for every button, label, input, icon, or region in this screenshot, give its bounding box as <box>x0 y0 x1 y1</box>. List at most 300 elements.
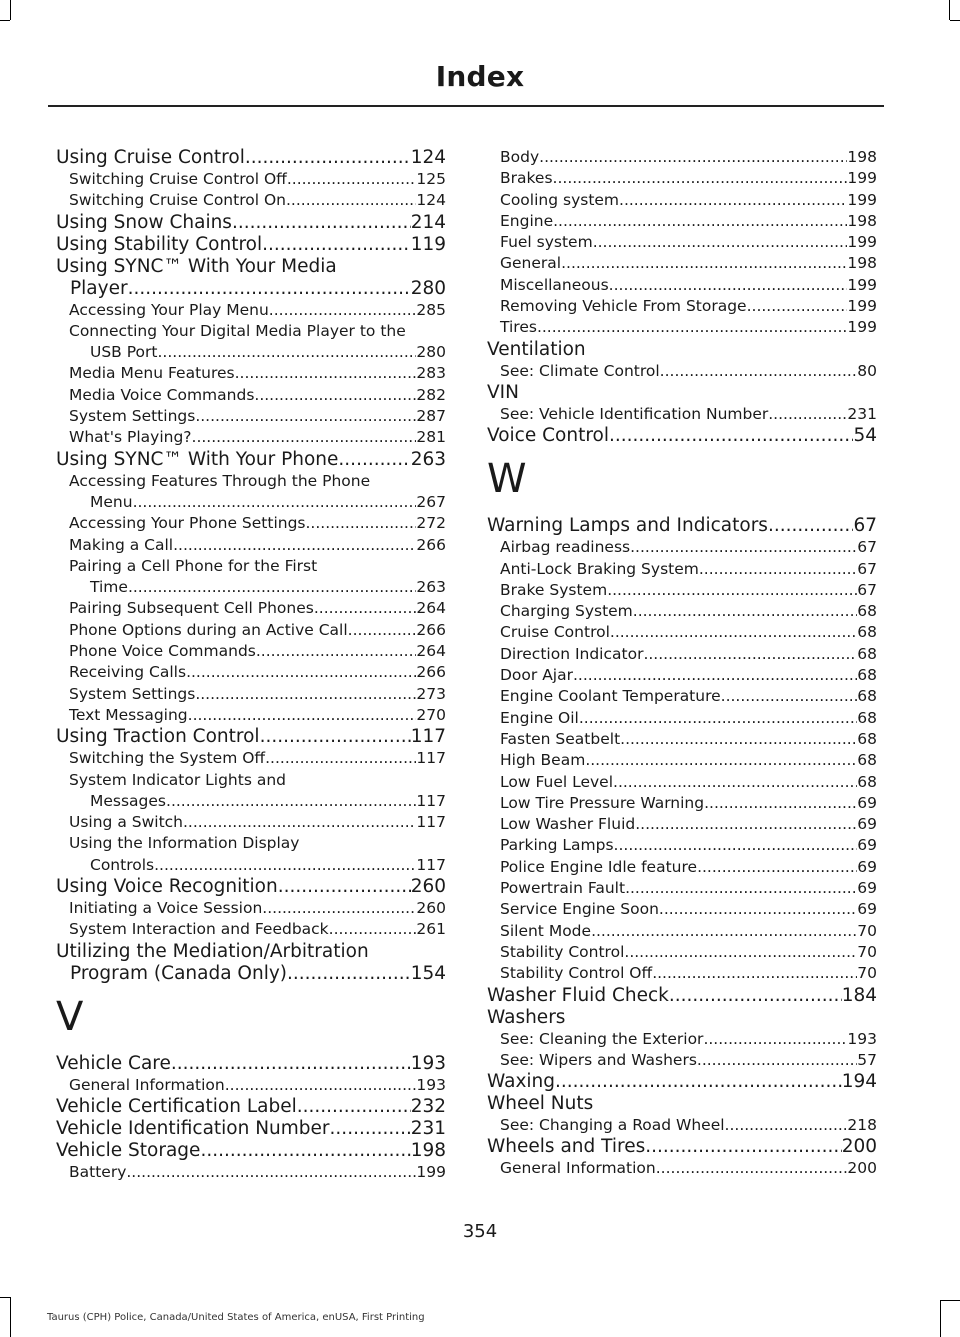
entry-label: Waxing <box>487 1071 556 1093</box>
entry-page-number: 280 <box>410 277 446 299</box>
entry-label: Phone Options during an Active Call <box>69 620 348 639</box>
entry-page-number: 68 <box>857 729 877 748</box>
entry-label: Door Ajar <box>500 666 573 685</box>
entry-label: System Interaction and Feedback <box>69 920 329 939</box>
entry-label: Menu <box>90 492 133 511</box>
entry-page-number: 68 <box>857 708 877 727</box>
dot-leader <box>768 404 847 425</box>
index-entry <box>56 876 446 898</box>
entry-label: Switching the System Off <box>69 749 266 768</box>
dot-leader <box>585 750 857 771</box>
index-subentry <box>56 577 446 598</box>
entry-page-number: 272 <box>416 514 446 533</box>
entry-label: Engine Coolant Temperature <box>500 687 721 706</box>
entry-page-number: 283 <box>416 364 446 383</box>
entry-page-number: 260 <box>410 876 446 898</box>
index-subentry <box>487 361 877 382</box>
dot-leader <box>286 190 416 211</box>
entry-page-number: 266 <box>416 620 446 639</box>
entry-label: Police Engine Idle feature <box>500 857 698 876</box>
entry-label: Fuel system <box>500 233 593 252</box>
dot-leader <box>128 577 416 598</box>
entry-label: Fasten Seatbelt <box>500 729 621 748</box>
dot-leader <box>128 278 411 300</box>
entry-label: Program (Canada Only) <box>70 962 288 984</box>
entry-label: Media Voice Commands <box>69 385 255 404</box>
index-subentry <box>487 750 877 771</box>
entry-label: See: Climate Control <box>500 361 660 380</box>
entry-page-number: 199 <box>847 318 877 337</box>
entry-page-number: 264 <box>416 642 446 661</box>
dot-leader <box>553 211 847 232</box>
entry-label: Using SYNC™ With Your Phone <box>56 448 339 470</box>
dot-leader <box>703 1029 847 1050</box>
dot-leader <box>613 772 857 793</box>
dot-leader <box>154 855 416 876</box>
entry-label: Pairing Subsequent Cell Phones <box>69 599 314 618</box>
index-subentry <box>56 812 446 833</box>
entry-label: Powertrain Fault <box>500 879 626 898</box>
index-heading: Washers <box>487 1006 566 1028</box>
entry-page-number: 200 <box>847 1159 877 1178</box>
dot-leader <box>704 793 857 814</box>
dot-leader <box>195 406 416 427</box>
index-subentry <box>56 748 446 769</box>
dot-leader <box>297 1096 411 1118</box>
index-subentry <box>56 598 446 619</box>
section-letter: V <box>56 993 84 1040</box>
dot-leader <box>699 559 857 580</box>
index-subentry <box>487 168 877 189</box>
entry-label: Engine Oil <box>500 708 579 727</box>
dot-leader <box>173 535 416 556</box>
entry-label: Silent Mode <box>500 921 592 940</box>
dot-leader <box>262 234 411 256</box>
index-subentry <box>56 662 446 683</box>
dot-leader <box>537 317 847 338</box>
entry-label: Stability Control Off <box>500 964 653 983</box>
dot-leader <box>262 898 416 919</box>
index-heading: VIN <box>487 381 519 403</box>
dot-leader <box>245 147 411 169</box>
index-subentry <box>56 427 446 448</box>
entry-label: Removing Vehicle From Storage <box>500 297 747 316</box>
dot-leader <box>697 857 857 878</box>
dot-leader <box>225 1075 417 1096</box>
index-heading: Using SYNC™ With Your Media <box>56 255 337 277</box>
index-subentry-text: Using the Information Display <box>69 834 300 853</box>
crop-mark <box>0 20 10 21</box>
entry-page-number: 266 <box>416 663 446 682</box>
index-subentry <box>487 665 877 686</box>
entry-page-number: 117 <box>416 855 446 874</box>
entry-page-number: 67 <box>857 559 877 578</box>
entry-label: Using a Switch <box>69 813 183 832</box>
entry-page-number: 214 <box>410 211 446 233</box>
entry-label: Brake System <box>500 580 608 599</box>
entry-label: Using Traction Control <box>56 726 260 748</box>
index-subentry <box>487 147 877 168</box>
entry-label: General Information <box>69 1075 225 1094</box>
entry-label: Media Menu Features <box>69 364 235 383</box>
dot-leader <box>171 1053 411 1075</box>
dot-leader <box>652 963 857 984</box>
index-entry <box>56 1140 446 1162</box>
crop-mark <box>940 1300 941 1337</box>
entry-page-number: 232 <box>410 1095 446 1117</box>
crop-mark <box>0 1297 10 1298</box>
index-subentry-text: Accessing Features Through the Phone <box>69 471 371 490</box>
entry-page-number: 124 <box>410 147 446 168</box>
entry-page-number: 68 <box>857 666 877 685</box>
index-entry <box>487 515 877 537</box>
entry-label: What's Playing? <box>69 428 192 447</box>
entry-label: See: Vehicle Identification Number <box>500 404 769 423</box>
entry-label: Controls <box>90 855 155 874</box>
dot-leader <box>553 168 848 189</box>
entry-page-number: 260 <box>416 899 446 918</box>
dot-leader <box>609 275 848 296</box>
dot-leader <box>126 1162 416 1183</box>
entry-page-number: 70 <box>857 921 877 940</box>
entry-page-number: 273 <box>416 684 446 703</box>
dot-leader <box>630 537 857 558</box>
entry-page-number: 263 <box>416 578 446 597</box>
entry-page-number: 124 <box>416 191 446 210</box>
crop-mark <box>10 0 11 20</box>
index-subentry <box>487 942 877 963</box>
entry-page-number: 69 <box>857 879 877 898</box>
entry-page-number: 54 <box>853 425 877 447</box>
index-subentry <box>56 641 446 662</box>
index-heading: Wheel Nuts <box>487 1093 594 1115</box>
dot-leader <box>183 812 416 833</box>
dot-leader <box>633 601 857 622</box>
dot-leader <box>609 425 853 447</box>
index-subentry <box>56 342 446 363</box>
entry-label: Engine <box>500 211 554 230</box>
dot-leader <box>659 899 857 920</box>
entry-page-number: 266 <box>416 535 446 554</box>
entry-label: Vehicle Certification Label <box>56 1095 297 1117</box>
index-entry <box>487 1071 877 1093</box>
index-entry <box>56 726 446 748</box>
entry-label: System Settings <box>69 407 196 426</box>
dot-leader <box>697 1050 857 1071</box>
entry-label: Using Voice Recognition <box>56 876 278 898</box>
entry-page-number: 119 <box>410 233 446 255</box>
entry-page-number: 198 <box>847 211 877 230</box>
section-letter: W <box>487 456 527 503</box>
dot-leader <box>645 1136 841 1158</box>
dot-leader <box>591 921 857 942</box>
index-subentry <box>56 1162 446 1183</box>
entry-page-number: 218 <box>847 1116 877 1135</box>
entry-label: Vehicle Care <box>56 1052 171 1074</box>
entry-page-number: 68 <box>857 772 877 791</box>
entry-label: Washer Fluid Check <box>487 984 669 1006</box>
index-subentry <box>56 535 446 556</box>
crop-mark <box>10 1297 11 1337</box>
entry-label: Stability Control <box>500 942 625 961</box>
index-subentry <box>487 317 877 338</box>
index-subentry <box>487 708 877 729</box>
entry-page-number: 285 <box>416 300 446 319</box>
entry-label: Direction Indicator <box>500 644 644 663</box>
entry-label: Warning Lamps and Indicators <box>487 515 768 537</box>
dot-leader <box>306 513 417 534</box>
index-entry <box>487 1136 877 1158</box>
entry-label: Making a Call <box>69 535 174 554</box>
index-entry <box>56 1053 446 1075</box>
entry-label: Vehicle Storage <box>56 1139 201 1161</box>
dot-leader <box>768 515 854 537</box>
dot-leader <box>610 622 857 643</box>
index-subentry <box>487 963 877 984</box>
dot-leader <box>643 644 857 665</box>
dot-leader <box>265 748 416 769</box>
entry-label: Battery <box>69 1162 127 1181</box>
entry-page-number: 199 <box>416 1162 446 1181</box>
index-subentry <box>487 793 877 814</box>
entry-label: See: Changing a Road Wheel <box>500 1116 725 1135</box>
entry-page-number: 117 <box>416 749 446 768</box>
index-entry <box>56 1096 446 1118</box>
dot-leader <box>539 147 847 168</box>
index-column-left <box>56 147 446 1183</box>
entry-label: Brakes <box>500 169 553 188</box>
entry-label: Service Engine Soon <box>500 900 659 919</box>
entry-label: Text Messaging <box>69 705 188 724</box>
entry-page-number: 193 <box>847 1029 877 1048</box>
dot-leader <box>256 641 417 662</box>
entry-page-number: 287 <box>416 407 446 426</box>
dot-leader <box>235 363 417 384</box>
index-subentry <box>56 705 446 726</box>
index-subentry <box>487 253 877 274</box>
entry-label: Cooling system <box>500 190 620 209</box>
entry-page-number: 117 <box>416 791 446 810</box>
index-subentry-text: Connecting Your Digital Media Player to the <box>69 321 406 340</box>
index-subentry <box>56 898 446 919</box>
dot-leader <box>624 942 857 963</box>
entry-label: System Settings <box>69 684 196 703</box>
dot-leader <box>269 300 417 321</box>
dot-leader <box>607 580 857 601</box>
dot-leader <box>260 726 411 748</box>
dot-leader <box>747 296 848 317</box>
dot-leader <box>656 1158 848 1179</box>
index-subentry <box>487 580 877 601</box>
entry-label: See: Cleaning the Exterior <box>500 1029 704 1048</box>
entry-page-number: 68 <box>857 687 877 706</box>
entry-page-number: 198 <box>847 254 877 273</box>
dot-leader <box>287 169 417 190</box>
entry-page-number: 57 <box>857 1050 877 1069</box>
dot-leader <box>278 876 411 898</box>
index-subentry <box>487 644 877 665</box>
entry-page-number: 69 <box>857 857 877 876</box>
index-subentry <box>487 729 877 750</box>
dot-leader <box>329 919 417 940</box>
header-divider <box>48 105 884 107</box>
index-subentry <box>56 791 446 812</box>
entry-page-number: 193 <box>410 1052 446 1074</box>
entry-page-number: 67 <box>853 515 877 537</box>
entry-page-number: 270 <box>416 705 446 724</box>
index-subentry <box>487 1029 877 1050</box>
entry-page-number: 69 <box>857 900 877 919</box>
entry-page-number: 69 <box>857 836 877 855</box>
index-subentry <box>56 684 446 705</box>
dot-leader <box>625 878 857 899</box>
index-subentry <box>487 232 877 253</box>
index-subentry <box>487 899 877 920</box>
entry-label: Parking Lamps <box>500 836 614 855</box>
index-subentry <box>56 190 446 211</box>
footer-text: Taurus (CPH) Police, Canada/United States of America, enUSA, First Printing <box>47 1312 425 1323</box>
crop-mark <box>950 20 960 21</box>
entry-label: USB Port <box>90 343 158 362</box>
entry-page-number: 264 <box>416 599 446 618</box>
entry-page-number: 194 <box>841 1071 877 1093</box>
index-heading: Utilizing the Mediation/Arbitration <box>56 940 369 962</box>
entry-page-number: 68 <box>857 623 877 642</box>
entry-page-number: 200 <box>841 1136 877 1158</box>
dot-leader <box>660 361 858 382</box>
entry-label: Vehicle Identification Number <box>56 1117 330 1139</box>
index-subentry <box>487 601 877 622</box>
dot-leader <box>186 662 416 683</box>
entry-page-number: 199 <box>847 169 877 188</box>
entry-page-number: 69 <box>857 815 877 834</box>
index-subentry <box>487 921 877 942</box>
entry-page-number: 193 <box>416 1075 446 1094</box>
index-column-right <box>487 147 877 1180</box>
index-entry <box>56 1118 446 1140</box>
entry-page-number: 69 <box>857 793 877 812</box>
entry-label: General <box>500 254 562 273</box>
entry-page-number: 267 <box>416 492 446 511</box>
entry-label: Voice Control <box>487 425 609 447</box>
entry-page-number: 70 <box>857 942 877 961</box>
entry-label: Messages <box>90 791 167 810</box>
entry-label: Tires <box>500 318 537 337</box>
entry-label: See: Wipers and Washers <box>500 1050 697 1069</box>
dot-leader <box>200 1140 410 1162</box>
dot-leader <box>619 190 847 211</box>
entry-label: Switching Cruise Control On <box>69 191 286 210</box>
index-subentry <box>487 835 877 856</box>
entry-label: Accessing Your Play Menu <box>69 300 269 319</box>
dot-leader <box>348 620 417 641</box>
index-subentry <box>487 275 877 296</box>
dot-leader <box>614 835 858 856</box>
index-heading: Ventilation <box>487 338 586 360</box>
page-number: 354 <box>462 1221 498 1242</box>
index-subentry <box>487 559 877 580</box>
entry-page-number: 117 <box>416 813 446 832</box>
entry-label: Phone Voice Commands <box>69 642 256 661</box>
entry-page-number: 282 <box>416 385 446 404</box>
entry-page-number: 68 <box>857 751 877 770</box>
entry-page-number: 80 <box>857 361 877 380</box>
entry-label: Switching Cruise Control Off <box>69 170 287 188</box>
entry-page-number: 117 <box>410 726 446 748</box>
entry-page-number: 281 <box>416 428 446 447</box>
entry-label: Time <box>90 578 128 597</box>
index-subentry-text: Pairing a Cell Phone for the First <box>69 556 318 575</box>
entry-label: Low Washer Fluid <box>500 815 636 834</box>
entry-page-number: 199 <box>847 233 877 252</box>
index-subentry <box>487 686 877 707</box>
index-subentry <box>487 537 877 558</box>
dot-leader <box>133 492 417 513</box>
entry-label: Body <box>500 148 540 166</box>
index-subentry <box>487 190 877 211</box>
index-subentry <box>487 878 877 899</box>
entry-label: Anti-Lock Braking System <box>500 559 699 578</box>
index-subentry <box>56 406 446 427</box>
entry-label: Using Cruise Control <box>56 147 245 168</box>
index-entry <box>56 449 446 471</box>
entry-label: Wheels and Tires <box>487 1136 646 1158</box>
crop-mark <box>941 1300 960 1301</box>
dot-leader <box>192 427 417 448</box>
entry-page-number: 68 <box>857 602 877 621</box>
index-subentry <box>56 513 446 534</box>
index-entry <box>56 234 446 256</box>
dot-leader <box>330 1118 411 1140</box>
dot-leader <box>635 814 857 835</box>
dot-leader <box>721 686 858 707</box>
entry-page-number: 198 <box>410 1139 446 1161</box>
dot-leader <box>195 684 416 705</box>
entry-page-number: 199 <box>847 190 877 209</box>
dot-leader <box>314 598 417 619</box>
entry-page-number: 125 <box>416 170 446 188</box>
dot-leader <box>287 963 411 985</box>
dot-leader <box>166 791 416 812</box>
index-subentry <box>56 385 446 406</box>
index-subentry <box>487 1115 877 1136</box>
index-subentry <box>487 1050 877 1071</box>
index-subentry <box>487 211 877 232</box>
index-entry <box>56 212 446 234</box>
index-subentry-text: System Indicator Lights and <box>69 770 286 789</box>
entry-label: Receiving Calls <box>69 663 187 682</box>
entry-page-number: 184 <box>841 984 877 1006</box>
dot-leader <box>157 342 416 363</box>
entry-page-number: 280 <box>416 343 446 362</box>
entry-label: General Information <box>500 1159 656 1178</box>
entry-page-number: 261 <box>416 920 446 939</box>
dot-leader <box>188 705 417 726</box>
index-subentry <box>487 622 877 643</box>
index-subentry <box>56 919 446 940</box>
dot-leader <box>555 1071 842 1093</box>
entry-label: High Beam <box>500 751 586 770</box>
entry-label: Airbag readiness <box>500 538 631 557</box>
page-title: Index <box>435 60 525 93</box>
index-subentry <box>56 1075 446 1096</box>
index-subentry <box>487 296 877 317</box>
entry-label: Using Snow Chains <box>56 211 232 233</box>
entry-page-number: 67 <box>857 538 877 557</box>
entry-page-number: 263 <box>410 448 446 470</box>
entry-page-number: 231 <box>410 1117 446 1139</box>
entry-page-number: 231 <box>847 404 877 423</box>
